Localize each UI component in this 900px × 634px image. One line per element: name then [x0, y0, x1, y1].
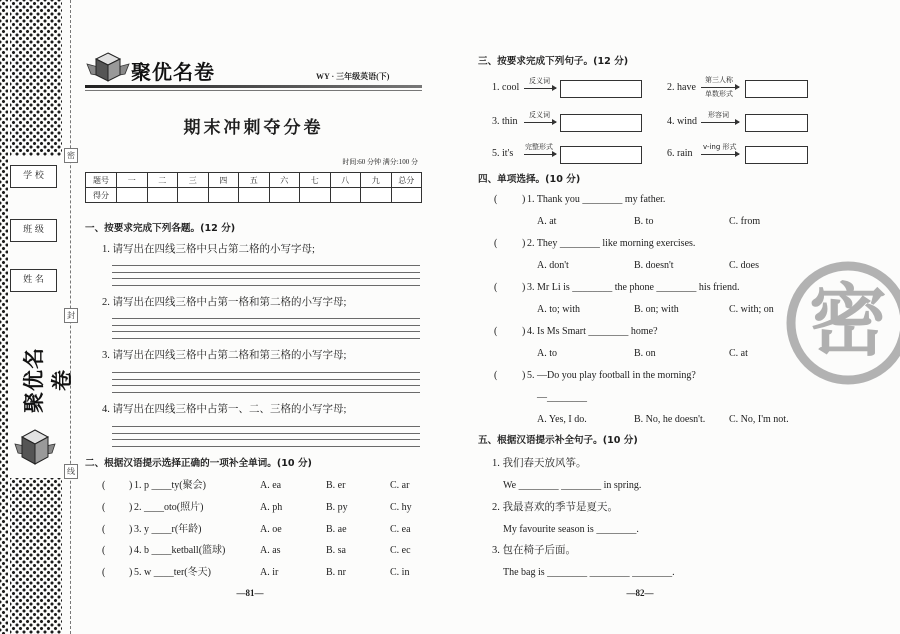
- grid-line: [112, 446, 420, 447]
- arrow-icon: [524, 88, 556, 89]
- choice-question-row: [0, 238, 900, 251]
- option-c: C. does: [729, 260, 759, 271]
- score-table-header: 二: [147, 173, 178, 188]
- option-b: B. No, he doesn't.: [634, 414, 706, 425]
- transform-rule-label: v-ing 形式: [703, 143, 737, 151]
- option-b: B. ae: [326, 524, 347, 535]
- transform-word: 3. thin: [492, 116, 518, 127]
- grid-line: [112, 439, 420, 440]
- stamp-character: 密: [808, 276, 888, 367]
- score-table-header: 七: [300, 173, 331, 188]
- question-stem: 3. y ____r(年龄): [134, 524, 202, 535]
- seal-mark-feng: 封: [64, 308, 78, 323]
- cube-emblem-icon: [14, 424, 56, 472]
- transform-rule-label: 单数形式: [705, 90, 733, 98]
- option-c: C. with; on: [729, 304, 774, 315]
- option-b: B. sa: [326, 545, 346, 556]
- word-question-row: [0, 524, 900, 537]
- section5-heading: 五、根据汉语提示补全句子。(10 分): [478, 435, 638, 446]
- option-b: B. nr: [326, 567, 346, 578]
- section4-heading: 四、单项选择。(10 分): [478, 174, 581, 185]
- score-table-header: 一: [117, 173, 148, 188]
- answer-box: [745, 146, 808, 164]
- english-sentence: My favourite season is ________.: [503, 524, 639, 535]
- question-stem: 5. —Do you play football in the morning?: [527, 370, 696, 381]
- answer-paren-open: (: [102, 480, 106, 491]
- option-c: C. at: [729, 348, 748, 359]
- section1-question: 4. 请写出在四线三格中占第一、二、三格的小写字母;: [102, 404, 347, 415]
- section1-question: 1. 请写出在四线三格中只占第二格的小写字母;: [102, 244, 315, 255]
- answer-box: [560, 114, 642, 132]
- answer-paren-close: ): [522, 326, 526, 337]
- chinese-prompt: 1. 我们春天放风筝。: [492, 458, 587, 469]
- answer-paren-close: ): [129, 502, 133, 513]
- choice-question-row: [0, 282, 900, 295]
- answer-paren-close: ): [522, 370, 526, 381]
- seal-mark-xian: 线: [64, 464, 78, 479]
- dialogue-answer-row: [0, 392, 900, 405]
- page-number-right: —82—: [626, 588, 654, 598]
- option-a: A. as: [260, 545, 281, 556]
- word-question-row: [0, 545, 900, 558]
- score-table-header: 九: [361, 173, 392, 188]
- arrow-icon: [701, 87, 739, 88]
- question-stem: 1. p ____ty(聚会): [134, 480, 206, 491]
- option-b: B. on: [634, 348, 656, 359]
- question-stem: 4. Is Ms Smart ________ home?: [527, 326, 658, 337]
- option-c: C. No, I'm not.: [729, 414, 789, 425]
- transform-word: 6. rain: [667, 148, 693, 159]
- page-number-left: —81—: [236, 588, 264, 598]
- grid-line: [112, 318, 420, 319]
- score-table-header: 六: [269, 173, 300, 188]
- chinese-prompt: 3. 包在椅子后面。: [492, 545, 576, 556]
- grid-line: [112, 278, 420, 279]
- option-a: A. at: [537, 216, 557, 227]
- english-sentence: The bag is ________ ________ ________.: [503, 567, 675, 578]
- section3-heading: 三、按要求完成下列句子。(12 分): [478, 56, 629, 67]
- binding-dot-pattern-top: [10, 0, 62, 156]
- transform-rule-label: 反义词: [529, 77, 550, 85]
- option-a: A. oe: [260, 524, 282, 535]
- score-table-header-row: [86, 173, 422, 188]
- answer-box: [560, 146, 642, 164]
- name-field-label: 姓 名: [10, 269, 57, 292]
- option-b: B. to: [634, 216, 654, 227]
- answer-paren-close: ): [129, 524, 133, 535]
- answer-paren-close: ): [129, 545, 133, 556]
- score-table-header: 三: [178, 173, 209, 188]
- question-stem: 2. ____oto(照片): [134, 502, 204, 513]
- option-c: C. from: [729, 216, 761, 227]
- answer-paren-open: (: [494, 282, 498, 293]
- choice-options-row: [0, 304, 900, 317]
- exam-title: 期末冲刺夺分卷: [183, 118, 324, 138]
- exam-time-score-info: 时间:60 分钟 满分:100 分: [342, 158, 418, 166]
- brand-logo-text: 聚优名卷: [131, 60, 215, 84]
- secret-stamp-icon: [780, 258, 900, 388]
- option-a: A. to; with: [537, 304, 581, 315]
- answer-box: [560, 80, 642, 98]
- score-table-header: 八: [330, 173, 361, 188]
- option-b: B. er: [326, 480, 346, 491]
- arrow-icon: [524, 154, 556, 155]
- option-a: A. ir: [260, 567, 279, 578]
- grid-line: [112, 385, 420, 386]
- choice-question-row: [0, 370, 900, 383]
- vertical-brand-logo: 聚优名卷: [22, 347, 74, 413]
- answer-box: [745, 80, 808, 98]
- chinese-prompt: 2. 我最喜欢的季节是夏天。: [492, 502, 618, 513]
- grid-line: [112, 433, 420, 434]
- transform-word: 5. it's: [492, 148, 514, 159]
- answer-paren-open: (: [102, 502, 106, 513]
- option-a: A. ph: [260, 502, 283, 513]
- answer-paren-close: ): [129, 480, 133, 491]
- transform-word: 4. wind: [667, 116, 697, 127]
- option-a: A. to: [537, 348, 557, 359]
- option-a: A. ea: [260, 480, 282, 491]
- answer-paren-open: (: [102, 567, 106, 578]
- answer-paren-close: ): [522, 194, 526, 205]
- four-line-grid: [112, 426, 420, 446]
- answer-paren-close: ): [522, 238, 526, 249]
- choice-options-row: [0, 414, 900, 427]
- arrow-icon: [701, 154, 739, 155]
- transform-rule-label: 反义词: [529, 111, 550, 119]
- question-stem: 5. w ____ter(冬天): [134, 567, 211, 578]
- arrow-icon: [524, 122, 556, 123]
- course-label: WY · 三年级英语(下): [316, 72, 390, 81]
- answer-paren-open: (: [494, 238, 498, 249]
- section1-question: 2. 请写出在四线三格中占第一格和第二格的小写字母;: [102, 297, 347, 308]
- transform-rule-label: 第三人称: [705, 76, 733, 84]
- choice-options-row: [0, 348, 900, 361]
- option-c: C. ea: [390, 524, 411, 535]
- score-table-header: 题号: [86, 173, 117, 188]
- transform-rule-label: 形容词: [708, 111, 729, 119]
- school-field-label: 学 校: [10, 165, 57, 188]
- question-stem: 3. Mr Li is ________ the phone ________ his friend.: [527, 282, 740, 293]
- option-a: A. don't: [537, 260, 569, 271]
- english-sentence: We ________ ________ in spring.: [503, 480, 642, 491]
- brand-emblem-icon: [86, 50, 130, 90]
- answer-paren-open: (: [102, 545, 106, 556]
- answer-paren-open: (: [102, 524, 106, 535]
- question-stem: 4. b ____ketball(篮球): [134, 545, 226, 556]
- answer-paren-close: ): [129, 567, 133, 578]
- dialogue-answer-line: —________: [537, 392, 587, 403]
- option-b: B. py: [326, 502, 348, 513]
- seal-mark-mi: 密: [64, 148, 78, 163]
- option-c: C. ar: [390, 480, 410, 491]
- choice-question-row: [0, 326, 900, 339]
- section2-heading: 二、根据汉语提示选择正确的一项补全单词。(10 分): [85, 458, 312, 469]
- transform-word: 1. cool: [492, 82, 520, 93]
- header-rule: [85, 90, 422, 91]
- answer-paren-open: (: [494, 370, 498, 381]
- score-table-header: 总分: [391, 173, 422, 188]
- option-c: C. hy: [390, 502, 412, 513]
- section1-question: 3. 请写出在四线三格中占第二格和第三格的小写字母;: [102, 350, 347, 361]
- choice-options-row: [0, 260, 900, 273]
- choice-question-row: [0, 194, 900, 207]
- score-row-label: 得分: [86, 188, 117, 203]
- score-table-header: 五: [239, 173, 270, 188]
- transform-rule-label: 完整形式: [525, 143, 553, 151]
- answer-paren-close: ): [522, 282, 526, 293]
- score-table-header: 四: [208, 173, 239, 188]
- option-b: B. doesn't: [634, 260, 674, 271]
- word-question-row: [0, 502, 900, 515]
- question-stem: 1. Thank you ________ my father.: [527, 194, 666, 205]
- binding-dot-column: [0, 0, 8, 634]
- question-stem: 2. They ________ like morning exercises.: [527, 238, 696, 249]
- option-b: B. on; with: [634, 304, 679, 315]
- transform-word: 2. have: [667, 82, 696, 93]
- option-c: C. in: [390, 567, 410, 578]
- option-a: A. Yes, I do.: [537, 414, 587, 425]
- option-c: C. ec: [390, 545, 411, 556]
- answer-paren-open: (: [494, 326, 498, 337]
- class-field-label: 班 级: [10, 219, 57, 242]
- section1-heading: 一、按要求完成下列各题。(12 分): [85, 223, 236, 234]
- answer-paren-open: (: [494, 194, 498, 205]
- choice-options-row: [0, 216, 900, 229]
- word-question-row: [0, 567, 900, 580]
- arrow-icon: [701, 122, 739, 123]
- word-question-row: [0, 480, 900, 493]
- header-band: [85, 85, 422, 88]
- answer-box: [745, 114, 808, 132]
